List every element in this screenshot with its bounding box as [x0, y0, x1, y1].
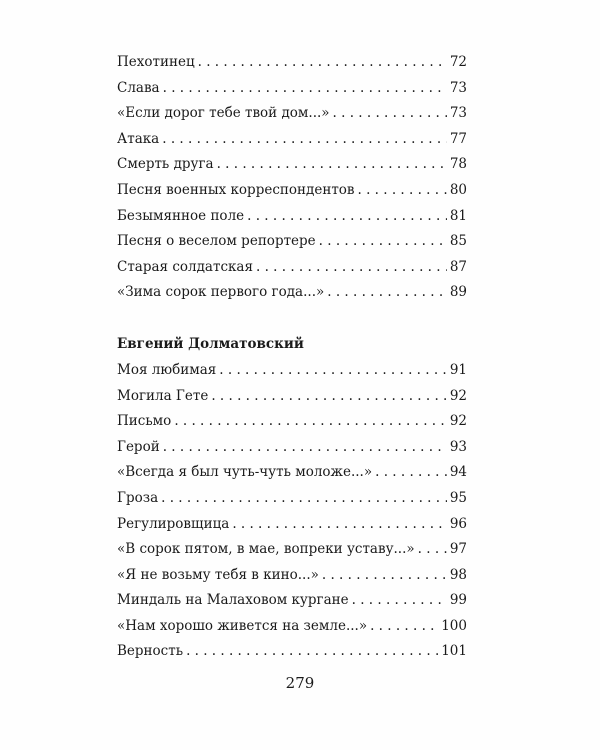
entry-title: Песня военных корреспондентов [117, 181, 355, 198]
entry-page-number: 87 [449, 258, 467, 275]
entry-page-number: 92 [449, 387, 467, 404]
entry-title: Смерть друга [117, 156, 214, 173]
toc-entry [117, 178, 467, 204]
toc-entry [117, 101, 467, 127]
entry-page-number: 93 [449, 438, 467, 455]
entry-title: Моя любимая [117, 361, 217, 378]
toc-entry [117, 460, 467, 486]
toc-entry [117, 614, 467, 640]
entry-page-number: 95 [449, 489, 467, 506]
dot-leader [219, 358, 447, 384]
entry-page-number: 97 [449, 541, 467, 558]
entry-title: «Всегда я был чуть-чуть моложе...» [117, 464, 373, 481]
dot-leader [322, 563, 447, 589]
toc-entry [117, 435, 467, 461]
toc-entry [117, 152, 467, 178]
entry-title: «Нам хорошо живется на земле...» [117, 617, 368, 634]
dot-leader [174, 409, 447, 435]
entry-page-number: 72 [449, 54, 467, 70]
entry-page-number: 91 [449, 361, 467, 378]
dot-leader [186, 639, 438, 665]
dot-leader [163, 435, 447, 461]
page-number: 279 [285, 674, 315, 692]
entry-page-number: 96 [449, 515, 467, 532]
table-of-contents [117, 50, 467, 665]
toc-entry [117, 255, 467, 281]
entry-title: Верность [117, 643, 184, 660]
toc-entry [117, 50, 467, 76]
dot-leader [352, 588, 447, 614]
entry-title: Безымянное поле [117, 207, 245, 224]
dot-leader [163, 76, 447, 102]
toc-entry [117, 563, 467, 589]
entry-title: Могила Гете [117, 387, 209, 404]
dot-leader [418, 537, 447, 563]
entry-title: Письмо [117, 413, 172, 430]
entry-title: Песня о веселом репортере [117, 233, 316, 250]
dot-leader [319, 229, 447, 255]
toc-entry [117, 76, 467, 102]
dot-leader [247, 204, 447, 230]
entry-page-number: 99 [449, 592, 467, 609]
dot-leader [375, 460, 447, 486]
entry-title: Миндаль на Малаховом кургане [117, 592, 349, 609]
entry-page-number: 73 [449, 105, 467, 122]
entry-title: «Я не возьму тебя в кино...» [117, 566, 319, 583]
toc-entry [117, 384, 467, 410]
entry-title: Гроза [117, 489, 159, 506]
toc-entry [117, 204, 467, 230]
entry-title: Герой [117, 438, 160, 455]
entry-page-number: 98 [449, 566, 467, 583]
toc-entry [117, 409, 467, 435]
entry-page-number: 85 [449, 233, 467, 250]
entry-page-number: 89 [449, 284, 467, 301]
toc-entry [117, 280, 467, 306]
entry-page-number: 94 [449, 464, 467, 481]
toc-entry [117, 639, 467, 665]
dot-leader [256, 255, 447, 281]
toc-entry [117, 486, 467, 512]
entry-page-number: 77 [449, 130, 467, 147]
toc-entry [117, 588, 467, 614]
dot-leader [370, 614, 438, 640]
toc-entry [117, 512, 467, 538]
entry-title: Регулировщица [117, 515, 230, 532]
entry-page-number: 80 [449, 181, 467, 198]
entry-page-number: 81 [449, 207, 467, 224]
entry-page-number: 73 [449, 79, 467, 96]
dot-leader [217, 152, 447, 178]
toc-entry [117, 127, 467, 153]
toc-section-1 [117, 50, 467, 306]
dot-leader [161, 486, 447, 512]
dot-leader [198, 50, 447, 76]
entry-title: «В сорок пятом, в мае, вопреки уставу...» [117, 541, 415, 558]
section-spacer [117, 306, 467, 331]
toc-entry [117, 537, 467, 563]
dot-leader [333, 101, 447, 127]
entry-page-number: 92 [449, 413, 467, 430]
entry-title: Слава [117, 79, 160, 96]
author-heading: Евгений Долматовский [117, 335, 304, 352]
dot-leader [327, 280, 447, 306]
entry-title: Пехотинец [117, 54, 195, 70]
dot-leader [232, 512, 447, 538]
toc-entry [117, 229, 467, 255]
entry-page-number: 78 [449, 156, 467, 173]
entry-title: «Зима сорок первого года...» [117, 284, 325, 301]
entry-page-number: 100 [441, 617, 467, 634]
dot-leader [358, 178, 447, 204]
entry-title: «Если дорог тебе твой дом...» [117, 105, 330, 122]
entry-title: Старая солдатская [117, 258, 254, 275]
dot-leader [162, 127, 447, 153]
entry-page-number: 101 [441, 643, 467, 660]
toc-entry [117, 358, 467, 384]
toc-section-2 [117, 331, 467, 665]
dot-leader [211, 384, 446, 410]
entry-title: Атака [117, 130, 160, 147]
